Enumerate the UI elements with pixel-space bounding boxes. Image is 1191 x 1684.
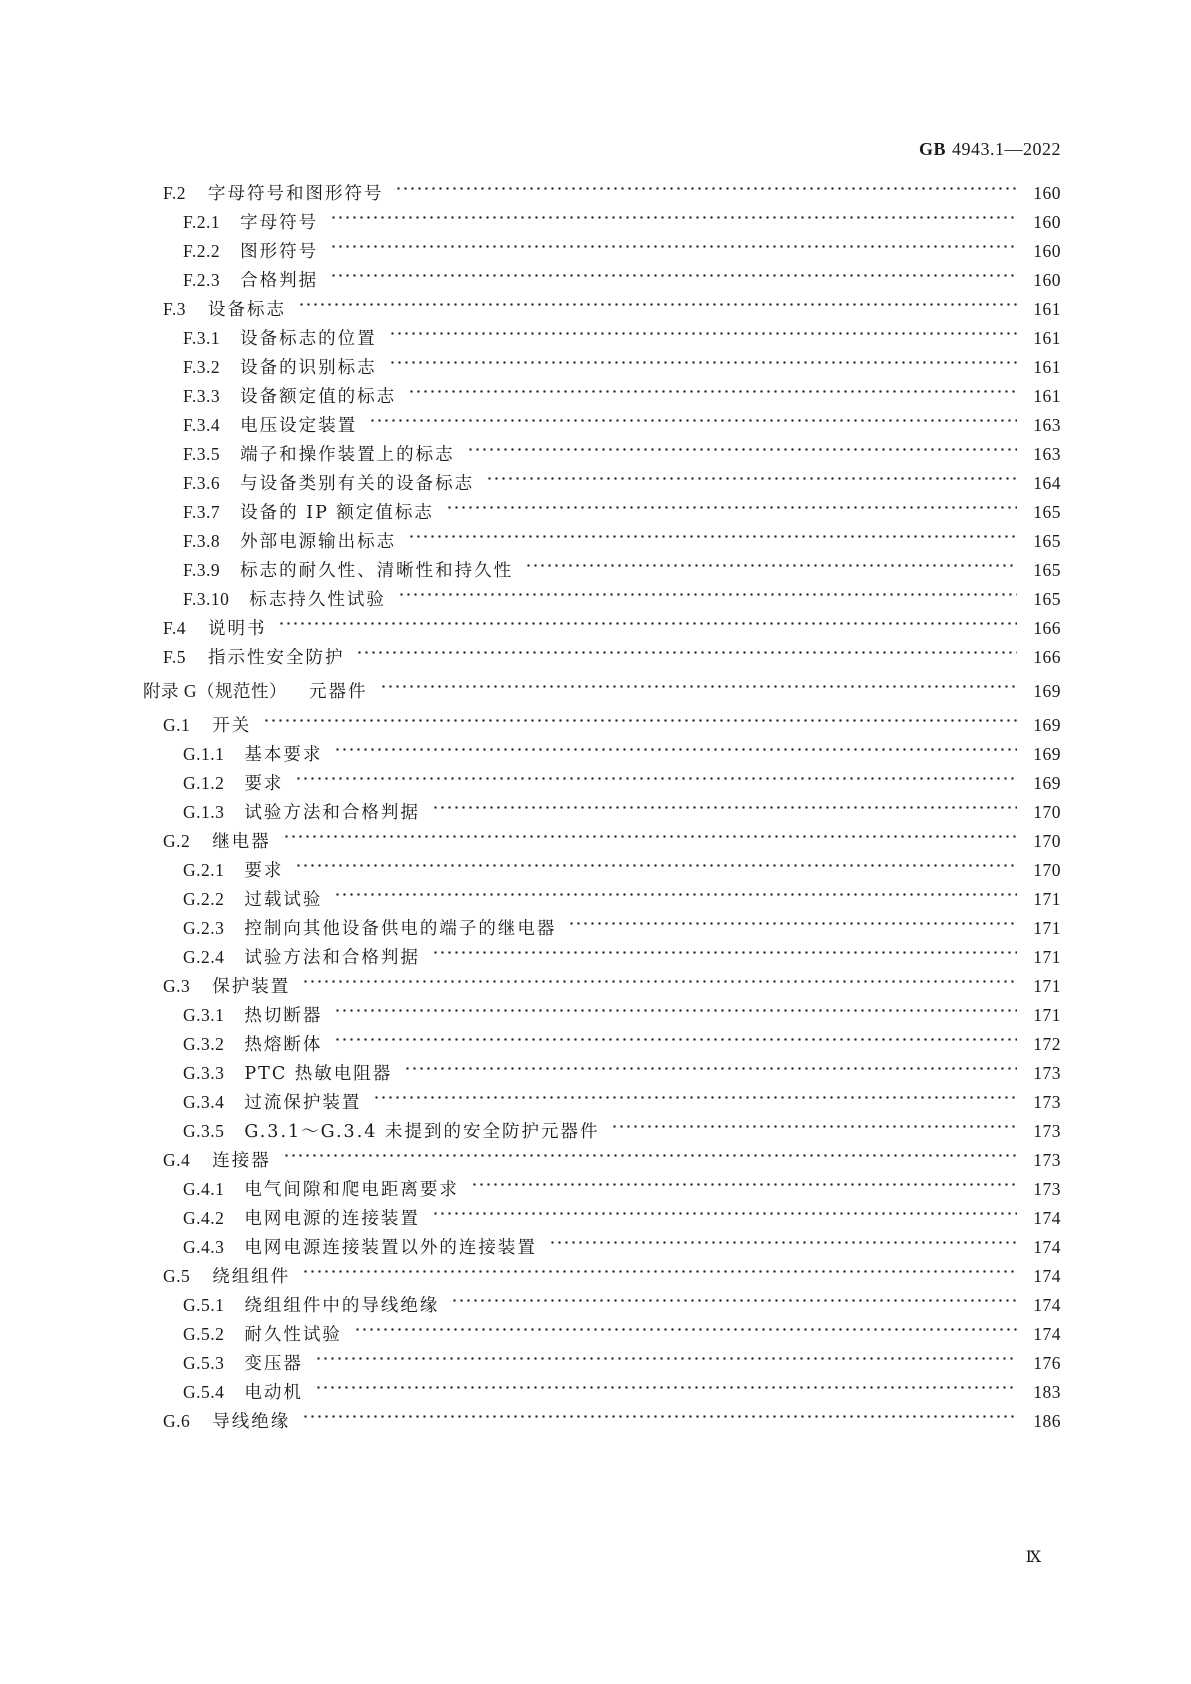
toc-leader-dots xyxy=(611,1118,1017,1136)
toc-entry-page: 160 xyxy=(1033,183,1061,203)
toc-entry-number: G.1.2 xyxy=(183,773,225,793)
toc-entry-title: 继电器 xyxy=(212,832,271,852)
toc-leader-dots xyxy=(315,1379,1017,1397)
toc-entry-number: F.3.6 xyxy=(183,473,221,493)
toc-entry-number: F.3.3 xyxy=(183,386,221,406)
toc-entry-number: F.3 xyxy=(163,299,186,319)
toc-entry[interactable] xyxy=(183,586,1061,614)
toc-entry-number: G.5 xyxy=(163,1266,191,1286)
toc-entry-page: 173 xyxy=(1033,1063,1061,1083)
toc-entry-page: 169 xyxy=(1033,744,1061,764)
toc-entry[interactable] xyxy=(143,678,1061,706)
toc-entry-page: 171 xyxy=(1033,889,1061,909)
toc-leader-dots xyxy=(380,678,1017,696)
toc-entry-page: 172 xyxy=(1033,1034,1061,1054)
toc-entry-page: 174 xyxy=(1033,1266,1061,1286)
toc-entry-page: 186 xyxy=(1033,1411,1061,1431)
toc-entry-number: G.4.2 xyxy=(183,1208,225,1228)
toc-leader-dots xyxy=(389,325,1017,343)
toc-leader-dots xyxy=(315,1350,1017,1368)
toc-entry-title: 说明书 xyxy=(207,619,267,639)
toc-entry-page: 160 xyxy=(1033,212,1061,232)
toc-entry-page: 169 xyxy=(1033,773,1061,793)
toc-entry-title: 外部电源输出标志 xyxy=(240,532,397,552)
toc-entry-number: G.3.2 xyxy=(183,1034,225,1054)
toc-leader-dots xyxy=(334,741,1017,759)
toc-entry-title: G.3.1～G.3.4 未提到的安全防护元器件 xyxy=(244,1122,600,1142)
toc-entry-title: 要求 xyxy=(244,861,284,881)
toc-leader-dots xyxy=(334,1002,1017,1020)
toc-entry-title: 指示性安全防护 xyxy=(207,648,345,668)
toc-entry-page: 169 xyxy=(1033,715,1061,735)
toc-entry[interactable] xyxy=(163,296,1061,324)
toc-leader-dots xyxy=(334,1031,1017,1049)
toc-entry-title: 连接器 xyxy=(212,1151,271,1171)
toc-entry-page: 164 xyxy=(1033,473,1061,493)
toc-entry-title: 电网电源的连接装置 xyxy=(244,1209,420,1229)
toc-entry[interactable] xyxy=(163,644,1061,672)
toc-entry[interactable] xyxy=(183,209,1061,237)
toc-leader-dots xyxy=(432,799,1017,817)
toc-entry-page: 174 xyxy=(1033,1324,1061,1344)
toc-entry-title: 耐久性试验 xyxy=(244,1325,342,1345)
toc-entry-title: 设备的 IP 额定值标志 xyxy=(240,503,434,523)
toc-leader-dots xyxy=(451,1292,1017,1310)
toc-entry-number: F.2.3 xyxy=(183,270,221,290)
toc-entry-page: 165 xyxy=(1033,589,1061,609)
toc-entry[interactable] xyxy=(183,1350,1061,1378)
toc-leader-dots xyxy=(302,973,1017,991)
toc-entry[interactable] xyxy=(163,1263,1061,1291)
toc-entry-number: G.5.2 xyxy=(183,1324,225,1344)
toc-entry-title: 变压器 xyxy=(244,1354,303,1374)
toc-leader-dots xyxy=(334,886,1017,904)
toc-leader-dots xyxy=(568,915,1017,933)
toc-entry-page: 161 xyxy=(1033,328,1061,348)
toc-entry[interactable] xyxy=(183,441,1061,469)
toc-leader-dots xyxy=(356,644,1017,662)
toc-entry[interactable] xyxy=(183,383,1061,411)
toc-entry-page: 173 xyxy=(1033,1121,1061,1141)
toc-entry-title: 设备标志的位置 xyxy=(240,329,377,349)
toc-entry-number: G.2.3 xyxy=(183,918,225,938)
toc-leader-dots xyxy=(283,1147,1017,1165)
toc-entry-title: 设备标志 xyxy=(207,300,286,320)
toc-entry-page: 170 xyxy=(1033,860,1061,880)
toc-leader-dots xyxy=(295,857,1017,875)
toc-entry-page: 173 xyxy=(1033,1150,1061,1170)
toc-entry[interactable] xyxy=(183,1379,1061,1407)
toc-entry-page: 169 xyxy=(1033,681,1061,701)
toc-entry-page: 183 xyxy=(1033,1382,1061,1402)
toc-leader-dots xyxy=(467,441,1017,459)
toc-entry[interactable] xyxy=(183,857,1061,885)
toc-leader-dots xyxy=(398,586,1017,604)
toc-entry[interactable] xyxy=(163,180,1061,208)
toc-entry[interactable] xyxy=(163,973,1061,1001)
toc-entry-page: 165 xyxy=(1033,502,1061,522)
toc-entry-title: 电压设定装置 xyxy=(240,416,358,436)
toc-entry[interactable] xyxy=(183,354,1061,382)
toc-entry[interactable] xyxy=(183,1089,1061,1117)
toc-entry-title: 电动机 xyxy=(244,1383,303,1403)
toc-entry-title: 标志的耐久性、清晰性和持久性 xyxy=(240,561,514,581)
toc-entry-page: 161 xyxy=(1033,386,1061,406)
toc-entry[interactable] xyxy=(183,412,1061,440)
toc-entry-title: 电气间隙和爬电距离要求 xyxy=(244,1180,459,1200)
toc-entry-number: G.3 xyxy=(163,976,191,996)
toc-entry-number: G.3.1 xyxy=(183,1005,225,1025)
toc-leader-dots xyxy=(330,238,1017,256)
toc-leader-dots xyxy=(408,383,1017,401)
toc-entry-number: G.2 xyxy=(163,831,191,851)
toc-entry-title: 控制向其他设备供电的端子的继电器 xyxy=(244,919,557,939)
toc-entry-page: 160 xyxy=(1033,241,1061,261)
toc-entry-page: 163 xyxy=(1033,415,1061,435)
toc-entry-page: 173 xyxy=(1033,1179,1061,1199)
toc-entry-number: G.4.1 xyxy=(183,1179,225,1199)
toc-entry-number: G.1 xyxy=(163,715,191,735)
toc-entry-number: F.3.2 xyxy=(183,357,221,377)
toc-entry[interactable] xyxy=(183,1176,1061,1204)
toc-leader-dots xyxy=(486,470,1017,488)
toc-entry-title: 绕组组件中的导线绝缘 xyxy=(244,1296,440,1316)
toc-entry-number: G.2.4 xyxy=(183,947,225,967)
toc-entry-number: F.2 xyxy=(163,183,186,203)
toc-leader-dots xyxy=(446,499,1017,517)
toc-entry-number: G.5.1 xyxy=(183,1295,225,1315)
toc-entry-number: F.3.4 xyxy=(183,415,221,435)
toc-entry-number: G.5.3 xyxy=(183,1353,225,1373)
toc-entry[interactable] xyxy=(163,1408,1061,1436)
toc-entry-title: 基本要求 xyxy=(244,745,323,765)
toc-leader-dots xyxy=(404,1060,1017,1078)
toc-entry[interactable] xyxy=(183,1292,1061,1320)
toc-entry[interactable] xyxy=(183,741,1061,769)
toc-entry-title: 绕组组件 xyxy=(212,1267,291,1287)
toc-entry-title: 导线绝缘 xyxy=(212,1412,291,1432)
toc-entry-page: 161 xyxy=(1033,299,1061,319)
toc-entry-number: F.3.10 xyxy=(183,589,230,609)
toc-entry[interactable] xyxy=(183,770,1061,798)
toc-entry-title: 要求 xyxy=(244,774,284,794)
toc-entry-title: 端子和操作装置上的标志 xyxy=(240,445,455,465)
toc-entry[interactable] xyxy=(183,1060,1061,1088)
toc-entry[interactable] xyxy=(183,470,1061,498)
toc-leader-dots xyxy=(283,828,1017,846)
toc-leader-dots xyxy=(330,267,1017,285)
toc-entry-page: 166 xyxy=(1033,647,1061,667)
toc-entry[interactable] xyxy=(183,886,1061,914)
toc-entry[interactable] xyxy=(163,712,1061,740)
toc-entry-number: F.2.2 xyxy=(183,241,221,261)
toc-leader-dots xyxy=(373,1089,1017,1107)
toc-entry-number: G.6 xyxy=(163,1411,191,1431)
toc-entry-number: F.2.1 xyxy=(183,212,221,232)
toc-entry-title: 元器件 xyxy=(309,682,368,702)
toc-entry[interactable] xyxy=(183,1031,1061,1059)
toc-entry-title: 试验方法和合格判据 xyxy=(244,948,420,968)
toc-entry-title: 试验方法和合格判据 xyxy=(244,803,420,823)
toc-entry-page: 161 xyxy=(1033,357,1061,377)
toc-entry[interactable] xyxy=(183,528,1061,556)
toc-entry[interactable] xyxy=(183,267,1061,295)
standard-number xyxy=(919,139,1061,160)
toc-entry-number: G.5.4 xyxy=(183,1382,225,1402)
toc-entry-number: G.2.2 xyxy=(183,889,225,909)
toc-entry-page: 165 xyxy=(1033,560,1061,580)
toc-leader-dots xyxy=(278,615,1017,633)
toc-leader-dots xyxy=(432,944,1017,962)
toc-entry-number: F.3.8 xyxy=(183,531,221,551)
toc-entry-number: G.1.1 xyxy=(183,744,225,764)
toc-entry-title: 热熔断体 xyxy=(244,1035,323,1055)
standard-code: 4943.1—2022 xyxy=(952,139,1061,159)
toc-entry-page: 174 xyxy=(1033,1295,1061,1315)
toc-entry-number: F.4 xyxy=(163,618,186,638)
toc-leader-dots xyxy=(395,180,1017,198)
toc-entry[interactable] xyxy=(183,557,1061,585)
toc-entry[interactable] xyxy=(163,615,1061,643)
toc-entry-title: 过流保护装置 xyxy=(244,1093,362,1113)
toc-entry-title: 电网电源连接装置以外的连接装置 xyxy=(244,1238,537,1258)
toc-entry[interactable] xyxy=(183,1234,1061,1262)
toc-entry-page: 166 xyxy=(1033,618,1061,638)
toc-leader-dots xyxy=(302,1263,1017,1281)
toc-entry[interactable] xyxy=(163,1147,1061,1175)
toc-entry[interactable] xyxy=(163,828,1061,856)
toc-entry[interactable] xyxy=(183,499,1061,527)
toc-entry-number: F.3.1 xyxy=(183,328,221,348)
toc-entry-title: 图形符号 xyxy=(240,242,319,262)
toc-entry-page: 165 xyxy=(1033,531,1061,551)
page-folio: Ⅸ xyxy=(1025,1549,1041,1566)
toc-entry-page: 171 xyxy=(1033,947,1061,967)
toc-entry-title: 过载试验 xyxy=(244,890,323,910)
toc-entry-page: 173 xyxy=(1033,1092,1061,1112)
toc-entry[interactable] xyxy=(183,1321,1061,1349)
toc-entry-number: F.3.9 xyxy=(183,560,221,580)
toc-entry-title: 字母符号和图形符号 xyxy=(207,184,384,204)
toc-entry-number: 附录 G（规范性） xyxy=(143,681,288,701)
toc-entry-title: 热切断器 xyxy=(244,1006,323,1026)
toc-entry[interactable] xyxy=(183,944,1061,972)
toc-leader-dots xyxy=(389,354,1017,372)
toc-entry-page: 170 xyxy=(1033,831,1061,851)
toc-entry-number: G.1.3 xyxy=(183,802,225,822)
toc-entry-page: 176 xyxy=(1033,1353,1061,1373)
toc-entry-page: 174 xyxy=(1033,1237,1061,1257)
toc-entry-title: 开关 xyxy=(212,716,252,736)
toc-entry-number: G.3.5 xyxy=(183,1121,225,1141)
toc-entry-title: 保护装置 xyxy=(212,977,291,997)
toc-leader-dots xyxy=(354,1321,1017,1339)
toc-entry-title: 合格判据 xyxy=(240,271,319,291)
toc-entry-page: 174 xyxy=(1033,1208,1061,1228)
toc-entry-page: 170 xyxy=(1033,802,1061,822)
toc-entry-number: G.3.3 xyxy=(183,1063,225,1083)
toc-entry-number: G.4.3 xyxy=(183,1237,225,1257)
toc-entry-page: 171 xyxy=(1033,1005,1061,1025)
toc-leader-dots xyxy=(432,1205,1017,1223)
toc-entry-page: 160 xyxy=(1033,270,1061,290)
toc-entry[interactable] xyxy=(183,1118,1061,1146)
toc-leader-dots xyxy=(295,770,1017,788)
toc-entry-number: G.2.1 xyxy=(183,860,225,880)
toc-entry-page: 163 xyxy=(1033,444,1061,464)
toc-leader-dots xyxy=(302,1408,1017,1426)
toc-entry-title: 标志持久性试验 xyxy=(249,590,386,610)
toc-leader-dots xyxy=(298,296,1017,314)
toc-entry-title: 字母符号 xyxy=(240,213,319,233)
toc-entry-title: 设备额定值的标志 xyxy=(240,387,397,407)
toc-entry-title: PTC 热敏电阻器 xyxy=(244,1064,393,1084)
toc-entry[interactable] xyxy=(183,1205,1061,1233)
toc-entry-title: 与设备类别有关的设备标志 xyxy=(240,474,475,494)
toc-entry-page: 171 xyxy=(1033,918,1061,938)
toc-leader-dots xyxy=(369,412,1017,430)
toc-entry-number: F.3.5 xyxy=(183,444,221,464)
toc-entry-number: G.4 xyxy=(163,1150,191,1170)
toc-entry[interactable] xyxy=(183,325,1061,353)
toc-entry-page: 171 xyxy=(1033,976,1061,996)
toc-leader-dots xyxy=(549,1234,1017,1252)
toc-entry-number: G.3.4 xyxy=(183,1092,225,1112)
toc-entry-title: 设备的识别标志 xyxy=(240,358,377,378)
toc-entry[interactable] xyxy=(183,1002,1061,1030)
toc-leader-dots xyxy=(408,528,1017,546)
toc-leader-dots xyxy=(525,557,1017,575)
toc-entry[interactable] xyxy=(183,238,1061,266)
toc-leader-dots xyxy=(330,209,1017,227)
toc-entry[interactable] xyxy=(183,799,1061,827)
toc-entry[interactable] xyxy=(183,915,1061,943)
toc-entry-number: F.3.7 xyxy=(183,502,221,522)
toc-leader-dots xyxy=(471,1176,1017,1194)
standard-prefix: GB xyxy=(918,139,946,159)
toc-leader-dots xyxy=(263,712,1017,730)
toc-entry-number: F.5 xyxy=(163,647,186,667)
